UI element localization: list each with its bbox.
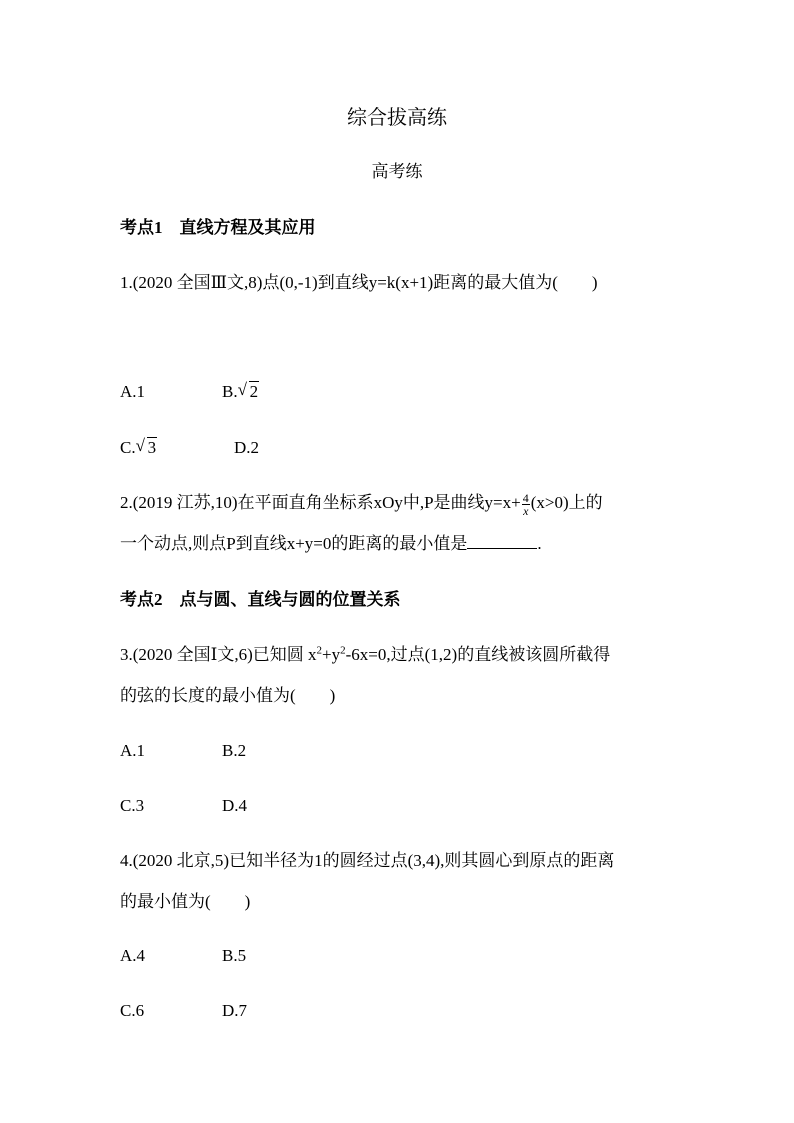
section-heading-2: 考点2 点与圆、直线与圆的位置关系 xyxy=(120,590,401,609)
question-2-line-2 xyxy=(120,532,542,556)
question-2-line-2-text: 一个动点,则点P到直线x+y=0的距离的最小值是 xyxy=(120,534,468,553)
fraction xyxy=(522,492,530,517)
question-4-option-b: B.5 xyxy=(222,946,247,965)
sqrt-symbol: √ 3 xyxy=(135,436,157,457)
fraction-numerator: 4 xyxy=(522,490,529,505)
option-c-prefix: C. xyxy=(120,438,136,457)
question-3-option-a: A.1 xyxy=(120,741,146,760)
question-1-stem: 1.(2020 全国Ⅲ文,8)点(0,-1)到直线y=k(x+1)距离的最大值为( ) xyxy=(120,273,598,292)
question-2-text-a: 2.(2019 江苏,10)在平面直角坐标系xOy中,P是曲线y=x+ xyxy=(120,493,521,512)
radicand: 2 xyxy=(249,382,259,401)
question-3-text-c: -6x=0,过点(1,2)的直线被该圆所截得 xyxy=(345,645,611,664)
fraction-denominator: x xyxy=(523,503,529,518)
question-3-option-c: C.3 xyxy=(120,796,145,815)
question-4-option-d: D.7 xyxy=(222,1001,248,1020)
question-3-text-b: +y xyxy=(322,645,341,664)
superscript: 2 xyxy=(340,644,346,657)
question-1-option-b xyxy=(222,380,259,404)
question-3-option-b: B.2 xyxy=(222,741,247,760)
option-b-prefix: B. xyxy=(222,382,238,401)
answer-blank[interactable] xyxy=(467,532,537,549)
question-4-stem: 4.(2020 北京,5)已知半径为1的圆经过点(3,4),则其圆心到原点的距离 xyxy=(120,851,615,870)
question-2-stem xyxy=(120,491,603,517)
page-subtitle: 高考练 xyxy=(371,162,423,181)
question-1-option-d: D.2 xyxy=(234,438,260,457)
sqrt-symbol: √ 2 xyxy=(237,380,259,401)
question-4-line-2: 的最小值为( ) xyxy=(120,892,251,911)
question-1-option-a: A.1 xyxy=(120,382,146,401)
question-4-option-c: C.6 xyxy=(120,1001,145,1020)
question-1-option-c xyxy=(120,436,157,460)
radicand: 3 xyxy=(147,438,157,457)
section-heading-1: 考点1 直线方程及其应用 xyxy=(120,218,316,237)
question-3-line-2: 的弦的长度的最小值为( ) xyxy=(120,686,336,705)
question-3-text-a: 3.(2020 全国Ⅰ文,6)已知圆 x xyxy=(120,645,317,664)
question-3-option-d: D.4 xyxy=(222,796,248,815)
question-3-stem xyxy=(120,643,610,667)
question-2-period: . xyxy=(537,534,542,553)
question-2-text-b: (x>0)上的 xyxy=(530,493,603,512)
superscript: 2 xyxy=(316,644,323,657)
page-title: 综合拔高练 xyxy=(347,107,447,129)
question-4-option-a: A.4 xyxy=(120,946,146,965)
